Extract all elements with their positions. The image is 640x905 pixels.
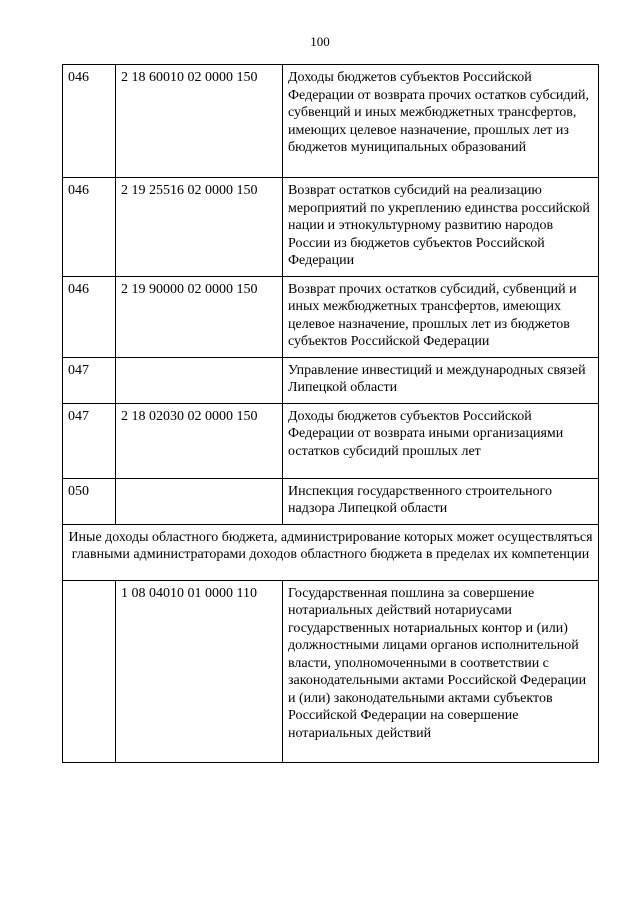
admin-code-cell [63, 580, 116, 762]
table-row [63, 580, 599, 762]
section-heading: Иные доходы областного бюджета, администрирование которых может осуществляться главными администраторами доходов областного бюджета в пределах их компетенции [63, 524, 599, 580]
admin-code-cell: 050 [63, 478, 116, 524]
budget-code-cell: 2 19 25516 02 0000 150 [116, 178, 283, 277]
admin-code-cell: 046 [63, 178, 116, 277]
table-row [63, 276, 599, 357]
admin-code-cell: 046 [63, 65, 116, 178]
budget-code-cell: 2 18 60010 02 0000 150 [116, 65, 283, 178]
description-cell: Доходы бюджетов субъектов Российской Федерации от возврата иными организациями остатков субсидий прошлых лет [283, 403, 599, 478]
revenue-classification-table [62, 64, 599, 763]
budget-code-cell: 2 19 90000 02 0000 150 [116, 276, 283, 357]
budget-code-cell: 2 18 02030 02 0000 150 [116, 403, 283, 478]
description-cell: Возврат остатков субсидий на реализацию мероприятий по укреплению единства российской нации и этнокультурному развитию народов России из бюджетов субъектов Российской Федерации [283, 178, 599, 277]
description-cell: Доходы бюджетов субъектов Российской Федерации от возврата прочих остатков субсидий, субвенций и иных межбюджетных трансфертов, имеющих целевое назначение, прошлых лет из бюджетов муниципальных образований [283, 65, 599, 178]
description-cell: Управление инвестиций и международных связей Липецкой области [283, 357, 599, 403]
description-cell: Инспекция государственного строительного надзора Липецкой области [283, 478, 599, 524]
section-heading-row [63, 524, 599, 580]
admin-code-cell: 047 [63, 357, 116, 403]
table-row [63, 357, 599, 403]
page-number: 100 [310, 34, 330, 49]
description-cell: Возврат прочих остатков субсидий, субвенций и иных межбюджетных трансфертов, имеющих целевое назначение, прошлых лет из бюджетов субъектов Российской Федерации [283, 276, 599, 357]
budget-code-cell: 1 08 04010 01 0000 110 [116, 580, 283, 762]
admin-code-cell: 047 [63, 403, 116, 478]
table-row [63, 478, 599, 524]
budget-code-cell [116, 478, 283, 524]
table-row [63, 403, 599, 478]
admin-code-cell: 046 [63, 276, 116, 357]
budget-code-cell [116, 357, 283, 403]
table-row [63, 65, 599, 178]
description-cell: Государственная пошлина за совершение нотариальных действий нотариусами государственных нотариальных контор и (или) должностными лицами органов исполнительной власти, уполномоченными в соответствии с законодательными актами Российской Федерации и (или) законодательными актами субъектов Российской Федерации на совершение нотариальных действий [283, 580, 599, 762]
table-row [63, 178, 599, 277]
